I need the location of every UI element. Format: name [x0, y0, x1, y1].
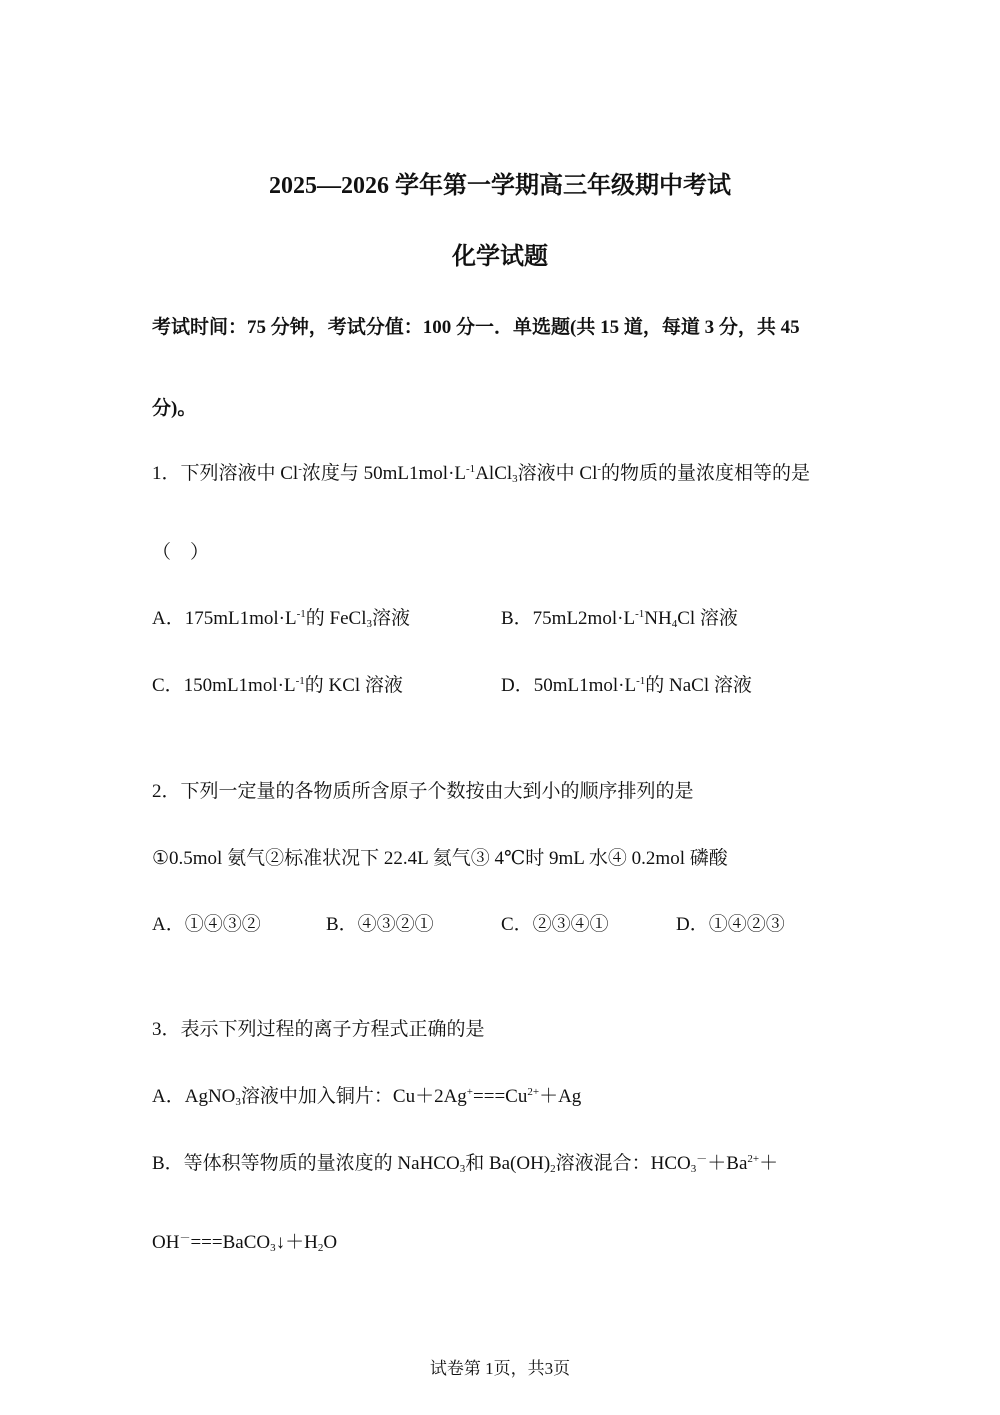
question-1-option-c: C．$150mL1mol\cdot L^{-1}$的 KCl 溶液 — [152, 675, 403, 696]
question-2-option-d: D．①④②③ — [676, 914, 785, 935]
exam-title: 2025—2026 学年第一学期高三年级期中考试 — [269, 173, 731, 199]
question-3-option-b: B．等体积等物质的量浓度的 NaHCO$_3$和 $Ba(OH)_2$溶液混合：$HCO_3^-+Ba^{2+}+$ — [152, 1153, 779, 1175]
question-1-stem: 1．下列溶液中 Cl-浓度与 $50mL1mol\cdot L^{-1}AlCl_3$溶液中 Cl-的物质的量浓度相等的是 — [152, 463, 811, 485]
question-1-option-a: A．$175mL1mol\cdot L^{-1}$的 FeCl$_3$溶液 — [152, 608, 410, 630]
question-1-option-b: B．$75mL2mol\cdot L^{-1}NH_4Cl$ 溶液 — [501, 608, 738, 630]
question-3-option-a: A．AgNO$_3$溶液中加入铜片：$Cu+2Ag^+===Cu^{2+}+Ag$ — [152, 1086, 582, 1108]
page-footer: 试卷第 1页，共3页 — [429, 1359, 571, 1378]
question-2-option-b: B．④③②① — [326, 914, 434, 935]
question-2-option-c: C．②③④① — [501, 914, 609, 935]
question-2-stem: 2．下列一定量的各物质所含原子个数按由大到小的顺序排列的是 — [152, 781, 694, 802]
question-2-option-a: A．①④③② — [152, 914, 261, 935]
exam-info-line2: 分)。 — [152, 398, 197, 419]
question-1-blank: （ ） — [152, 542, 210, 563]
exam-info-line1: 考试时间：75 分钟，考试分值：100 分一．单选题(共 15 道，每道 3 分，共 45 — [152, 317, 800, 338]
question-3-stem: 3．表示下列过程的离子方程式正确的是 — [152, 1019, 485, 1040]
subject-title: 化学试题 — [452, 244, 548, 270]
question-2-items: ①0.5mol 氨气②标准状况下 22.4L 氦气③ 4℃时 9mL 水④ 0.2mol 磷酸 — [152, 848, 728, 869]
question-1-option-d: D．$50mL1mol\cdot L^{-1}$的 NaCl 溶液 — [501, 675, 752, 696]
question-3-option-b-line2: $OH^-===BaCO_3↓+H_2O$ — [152, 1232, 338, 1254]
